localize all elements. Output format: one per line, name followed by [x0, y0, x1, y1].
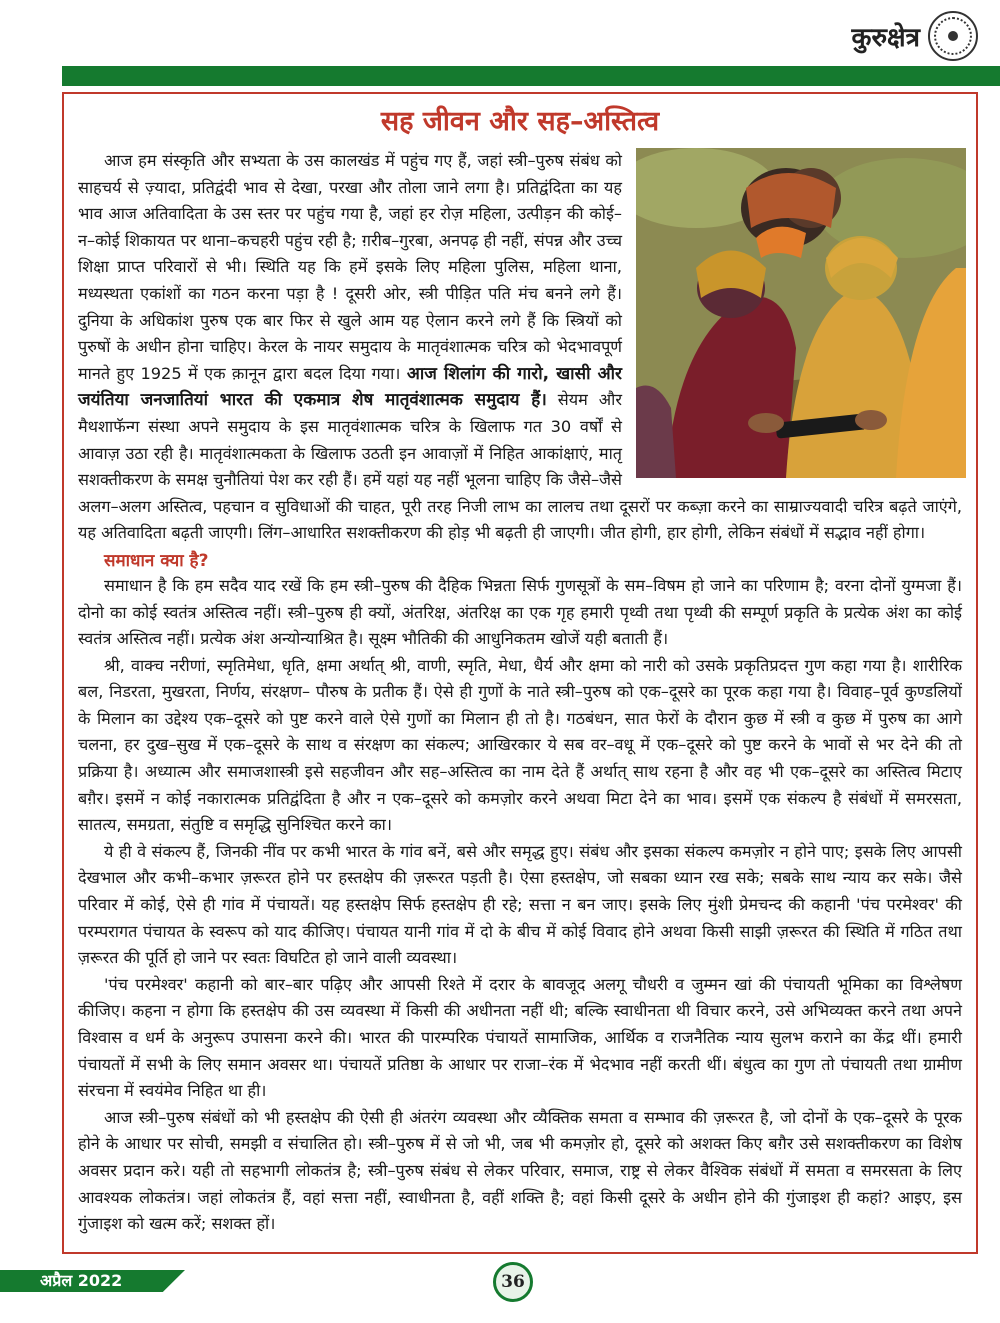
- ashoka-chakra-emblem-icon: [928, 11, 978, 61]
- article-title: सह जीवन और सह–अस्तित्व: [380, 106, 660, 137]
- paragraph-3: श्री, वाक्च नरीणां, स्मृतिमेधा, धृति, क्षमा अर्थात् श्री, वाणी, स्मृति, मेधा, धैर्य और क्षमा को नारी को उसके प्रकृतिप्रदत्त गुण कहा गया है। शारीरिक बल, निडरता, मुखरता, निर्णय, संरक्षण– पौरुष के प्रतीक हैं। ऐसे ही गुणों के नाते स्त्री–पुरुष को एक–दूसरे का पूरक कहा गया है। विवाह–पूर्व कुण्डलियों के मिलान का उद्देश्य एक–दूसरे को पुष्ट करने वाले ऐसे गुणों का मिलान ही तो है। गठबंधन, सात फेरों के दौरान कुछ में स्त्री व कुछ में पुरुष का आगे चलना, हर दुख–सुख में एक–दूसरे के साथ व संरक्षण का संकल्प; आखिरकार ये सब वर–वधू में एक–दूसरे को पुष्ट करने के भावों से भर देने की तो प्रक्रिया है। अध्यात्म और समाजशास्त्री इसे सहजीवन और सह–अस्तित्व का नाम देते हैं अर्थात् साथ रहना है और वह भी एक–दूसरे का अस्तित्व मिटाए बग़ैर। इसमें न कोई नकारात्मक प्रतिद्वंदिता है और न एक–दूसरे को कमज़ोर करने अथवा मिटा देने का भाव। इसमें एक संकल्प है संबंधों में समरसता, सातत्य, समग्रता, संतुष्टि व समृद्धि सुनिश्चित करने का।: [78, 655, 963, 835]
- paragraph-1-text: आज हम संस्कृति और सभ्यता के उस कालखंड में पहुंच गए हैं, जहां स्त्री–पुरुष संबंध को साहचर्य से ज़्यादा, प्रतिद्वंदी भाव से देखा, परखा और तोला जाने लगा है। प्रतिद्वंदिता का यह भाव आज अतिवादिता के उस स्तर पर पहुंच गया है, जहां हर रोज़ महिला, उत्पीड़न की कोई–न–कोई शिकायत पर थाना–कचहरी पहुंच रही है; ग़रीब–गुरबा, अनपढ़ ही नहीं, संपन्न और उच्च शिक्षा प्राप्त परिवारों से भी। स्थिति यह कि हमें इसके लिए महिला पुलिस, महिला थाना, मध्यस्थता एकांशों का गठन करना पड़ा है ! दूसरी ओर, स्त्री पीड़ित पति मंच बनने लगे हैं। दुनिया के अधिकांश पुरुष एक बार फिर से खुले आम यह ऐलान करने लगे हैं कि स्त्रियों को पुरुषों के अधीन होना चाहिए। केरल के नायर समुदाय के मातृवंशात्मक चरित्र को भेदभावपूर्ण मानते हुए 1925 में एक क़ानून द्वारा बदल दिया गया।: [78, 151, 622, 383]
- section-subheading: समाधान क्या है?: [104, 550, 209, 571]
- page-number: 36: [493, 1262, 533, 1302]
- photo-illustration: [636, 148, 966, 478]
- masthead: [851, 8, 978, 64]
- article-box: [62, 92, 978, 1254]
- paragraph-5: 'पंच परमेश्वर' कहानी को बार–बार पढ़िए और आपसी रिश्ते में दरार के बावजूद अलगू चौधरी व जुम्मन खां की पंचायती भूमिका का विश्लेषण कीजिए। कहना न होगा कि हस्तक्षेप की उस व्यवस्था में किसी की अधीनता नहीं थी; बल्कि स्वाधीनता थी विचार करने, उसे अभिव्यक्त करने तथा अपने विश्वास व धर्म के अनुरूप उपासना करने की। भारत की पारम्परिक पंचायतें सामाजिक, आर्थिक व राजनैतिक न्याय सुलभ कराने का केंद्र थीं। हमारी पंचायतों में सभी के लिए समान अवसर था। पंचायतें प्रतिष्ठा के आधार पर राजा–रंक में भेदभाव नहीं करती थीं। बंधुत्व का गुण तो पंचायती तथा ग्रामीण संरचना में स्वयंमेव निहित था ही।: [78, 974, 962, 1101]
- paragraph-6: आज स्त्री–पुरुष संबंधों को भी हस्तक्षेप की ऐसी ही अंतरंग व्यवस्था और व्यैक्तिक समता व सम्भाव की ज़रूरत है, जो दोनों के एक–दूसरे के पूरक होने के आधार पर सोची, समझी व संचालित हो। स्त्री–पुरुष में से जो भी, जब भी कमज़ोर हो, दूसरे को अशक्त किए बग़ैर उसे सशक्तीकरण का विशेष अवसर प्रदान करे। यही तो सहभागी लोकतंत्र है; स्त्री–पुरुष संबंध से लेकर परिवार, समाज, राष्ट्र से लेकर वैश्विक संबंधों में समता व समरसता के लिए आवश्यक लोकतंत्र। जहां लोकतंत्र हैं, वहां सत्ता नहीं, स्वाधीनता है, वहीं शक्ति है; वहां किसी दूसरे के अधीन होने की गुंजाइश ही कहां? आइए, इस गुंजाइश को खत्म करें; सशक्त हों।: [78, 1107, 962, 1234]
- issue-date: अप्रैल 2022: [40, 1271, 123, 1290]
- magazine-title: कुरुक्षेत्र: [851, 23, 920, 53]
- women-looking-at-tablet-photo: [636, 148, 966, 478]
- paragraph-1-bold: आज शिलांग की गारो, खासी और जयंतिया जनजातियां भारत की एकमात्र शेष मातृवंशात्मक समुदाय हैं।: [78, 363, 622, 411]
- header-band: [62, 66, 1000, 86]
- paragraph-2: समाधान है कि हम सदैव याद रखें कि हम स्त्री–पुरुष की दैहिक भिन्नता सिर्फ गुणसूत्रों के सम–विषम हो जाने का परिणाम है; वरना दोनों युग्मजा हैं। दोनो का कोई स्वतंत्र अस्तित्व नहीं। स्त्री–पुरुष ही क्यों, अंतरिक्ष, अंतरिक्ष का एक गृह हमारी पृथ्वी तथा पृथ्वी की सम्पूर्ण प्रकृति के प्रत्येक अंश का कोई स्वतंत्र अस्तित्व नहीं। प्रत्येक अंश अन्योन्याश्रित है। सूक्ष्म भौतिकी की आधुनिकतम खोजें यही बताती हैं।: [78, 575, 962, 649]
- paragraph-1-rest: सेयम और मैथशाफॅन्ग संस्था अपने समुदाय के इस मातृवंशात्मक चरित्र के खिलाफ गत 30 वर्षों से आवाज़ उठा रही है। मातृवंशात्मकता के खिलाफ उठती इन आवाज़ों में निहित आकांक्षाएं, मातृ सशक्तीकरण के समक्ष चुनौतियां पेश कर रही हैं। हमें यहां यह नहीं भूलना चाहिए कि जैसे–जैसे अलग–अलग अस्तित्व, पहचान व सुविधाओं की चाहत, पूरी तरह निजी लाभ का लालच तथा दूसरों पर कब्ज़ा करने का साम्राज्यवादी चरित्र बढ़ते जाएंगे, यह अतिवादिता बढ़ती जाएगी। लिंग–आधारित सशक्तीकरण की होड़ भी बढ़ती ही जाएगी। जीत होगी, हार होगी, लेकिन संबंधों में सद्भाव नहीं होगा।: [78, 390, 962, 543]
- paragraph-4: ये ही वे संकल्प हैं, जिनकी नींव पर कभी भारत के गांव बनें, बसे और समृद्ध हुए। संबंध और इसका संकल्प कमज़ोर न होने पाए; इसके लिए आपसी देखभाल और कभी–कभार ज़रूरत होने पर हस्तक्षेप की ज़रूरत पड़ती है। ऐसा हस्तक्षेप, जो सबका ध्यान रख सके; सबके साथ न्याय कर सके। जैसे परिवार में कोई, ऐसे ही गांव में पंचायतें। यह हस्तक्षेप सिर्फ हस्तक्षेप ही रहे; सत्ता न बन जाए। इसके लिए मुंशी प्रेमचन्द की कहानी 'पंच परमेश्वर' की परम्परागत पंचायत के स्वरूप को याद कीजिए। पंचायत यानी गांव में दो के बीच में कोई विवाद होने अथवा किसी साझी ज़रूरत की स्थिति में गठित तथा ज़रूरत की पूर्ति हो जाने पर स्वतः विघटित हो जाने वाली व्यवस्था।: [78, 841, 962, 968]
- article-body: [78, 148, 962, 1238]
